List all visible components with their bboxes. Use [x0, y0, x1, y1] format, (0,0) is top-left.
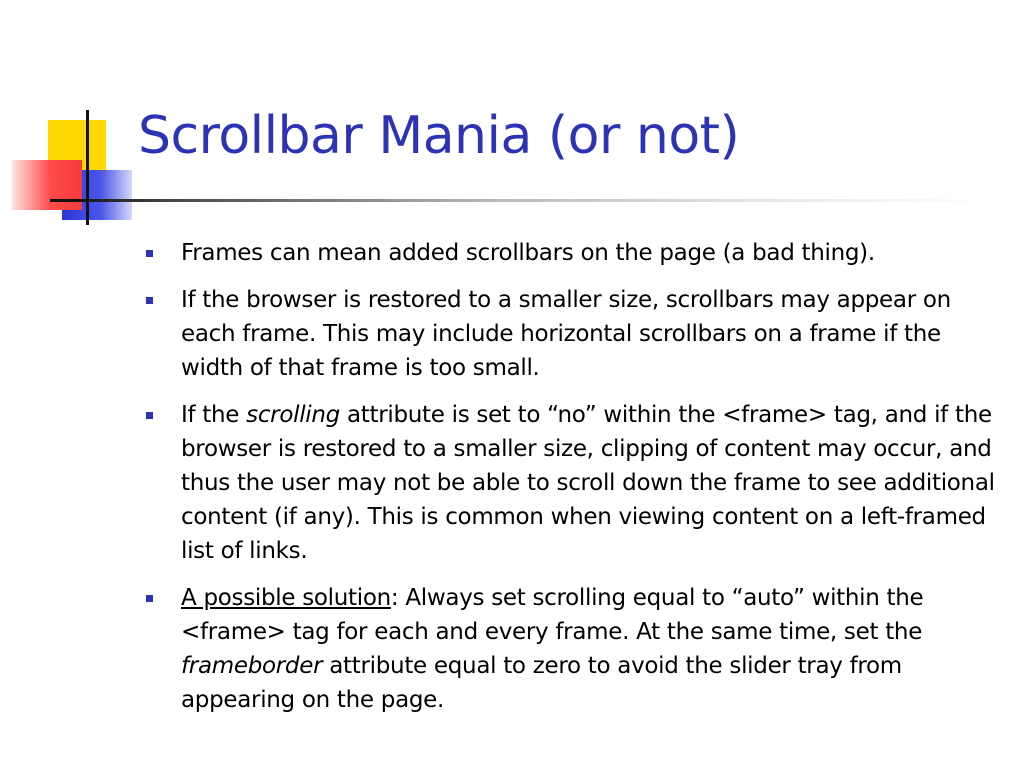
- bullet-emphasis: frameborder: [181, 653, 323, 679]
- bullet-square-icon: [146, 297, 153, 304]
- bullet-text-post: attribute is set to “no” within the <frame> tag, and if the browser is restored to a smaller size, clipping of content may occur, and thus the user may not be able to scroll down the frame to see additional content (if any). This is common when viewing content on a left-framed list of links.: [181, 402, 995, 564]
- bullet-text-pre: If the: [181, 402, 247, 428]
- vertical-rule: [86, 110, 89, 225]
- slide-title: Scrollbar Mania (or not): [138, 106, 740, 166]
- red-square: [12, 160, 82, 210]
- bullet-text-post: attribute equal to zero to avoid the slider tray from appearing on the page.: [181, 653, 902, 713]
- bullet-emphasis: scrolling: [246, 402, 340, 428]
- bullet-underlined-phrase: A possible solution: [181, 585, 391, 611]
- bullet-square-icon: [146, 595, 153, 602]
- bullet-text-pre: : Always set scrolling equal to “auto” within the <frame> tag for each and every frame. At the same time, set the: [181, 585, 924, 645]
- bullet-item-3: [146, 398, 1006, 568]
- bullet-item-1: [146, 236, 1006, 270]
- bullet-item-2: [146, 283, 1006, 385]
- bullet-square-icon: [146, 412, 153, 419]
- bullet-square-icon: [146, 250, 153, 257]
- bullet-list: [146, 236, 1006, 730]
- bullet-text: If the browser is restored to a smaller size, scrollbars may appear on each frame. This may include horizontal scrollbars on a frame if the width of that frame is too small.: [181, 287, 951, 381]
- bullet-item-4: [146, 581, 1006, 717]
- corner-logo-decoration: [0, 0, 140, 240]
- bullet-text: Frames can mean added scrollbars on the page (a bad thing).: [181, 240, 875, 266]
- title-underline-rule: [88, 199, 988, 202]
